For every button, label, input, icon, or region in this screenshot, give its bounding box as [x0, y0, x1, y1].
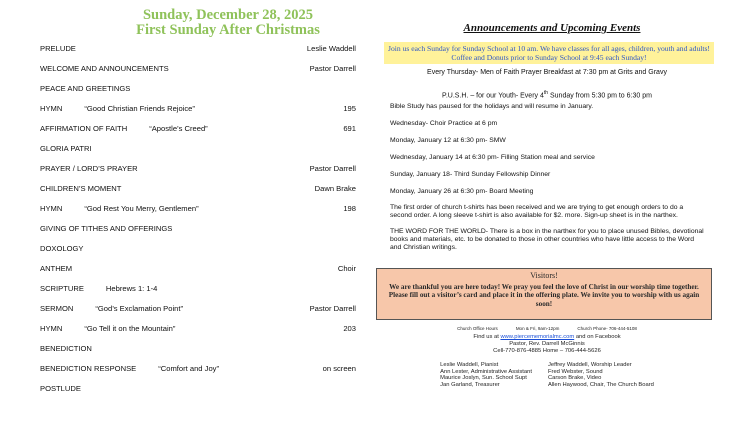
worship-element-name: SCRIPTURE	[40, 284, 84, 293]
worship-row	[40, 164, 356, 184]
worship-element-leader: on screen	[322, 364, 356, 373]
staff-member: Jeffrey Waddell, Worship Leader	[547, 362, 632, 368]
worship-element-leader: Choir	[337, 264, 356, 273]
worship-row	[40, 44, 356, 64]
find-us-suffix: and on Facebook	[574, 334, 621, 340]
worship-row	[40, 364, 356, 384]
visitors-heading: Visitors!	[530, 271, 558, 280]
worship-row	[40, 84, 356, 104]
worship-element-leader: Leslie Waddell	[306, 44, 356, 53]
worship-element-name: PRAYER / LORD’S PRAYER	[40, 164, 138, 173]
worship-row	[40, 64, 356, 84]
worship-row	[40, 324, 356, 344]
worship-element-leader: 198	[343, 204, 356, 213]
worship-row	[40, 144, 356, 164]
service-occasion: First Sunday After Christmas	[136, 22, 320, 38]
push-suffix: Sunday from 5:30 pm to 6:30 pm	[548, 92, 652, 100]
worship-element-name: GLORIA PATRI	[40, 144, 92, 153]
worship-element-name: DOXOLOGY	[40, 244, 84, 253]
worship-element-name: AFFIRMATION OF FAITH	[40, 124, 128, 133]
pastor-name: Pastor, Rev. Darrell McGinnis	[509, 341, 585, 347]
pastor-phone: Cell-770-876-4885 Home – 706-444-5626	[493, 348, 601, 354]
worship-element-name: PEACE AND GREETINGS	[40, 84, 131, 93]
worship-element-name: ANTHEM	[40, 264, 73, 273]
staff-member: Ann Lester, Administrative Assistant	[440, 368, 532, 375]
push-line	[376, 90, 718, 99]
worship-row	[40, 124, 356, 144]
church-footer	[376, 326, 718, 388]
staff-list	[376, 362, 718, 388]
worship-element-detail: “Apostle’s Creed”	[149, 124, 208, 133]
church-phone: Church Phone- 706-444-5108	[577, 326, 637, 331]
worship-element-detail: Hebrews 1: 1-4	[105, 284, 158, 293]
staff-member: Maurice Joslyn, Sun. School Supt	[440, 375, 527, 382]
announcement-list	[376, 103, 718, 252]
worship-element-detail: “Good Christian Friends Rejoice”	[84, 104, 195, 113]
announcement-item: Monday, January 26 at 6:30 pm- Board Meeting	[390, 188, 534, 196]
worship-element-name: POSTLUDE	[40, 384, 81, 393]
worship-element-name: HYMN	[40, 204, 63, 213]
order-of-worship-panel	[40, 8, 356, 404]
announcement-item: The first order of church t-shirts has been received and we are trying to get enough orders to do a second order. A long sleeve t-shirt is also available for $2. more. Sign-up sheet is in the narthex.	[390, 204, 684, 220]
worship-element-leader: 195	[343, 104, 356, 113]
sunday-school-banner: Join us each Sunday for Sunday School at 10 am. We have classes for all ages, children, youth and adults! Coffee and Donuts prior to Sunday School at 9:45 each Sunday!	[384, 42, 714, 64]
service-date: Sunday, December 28, 2025	[142, 7, 314, 23]
worship-element-name: BENEDICTION	[40, 344, 92, 353]
announcement-item: Sunday, January 18- Third Sunday Fellowship Dinner	[390, 171, 551, 179]
announcement-item: Wednesday- Choir Practice at 6 pm	[390, 120, 498, 128]
worship-element-name: HYMN	[40, 104, 63, 113]
worship-element-leader: 203	[343, 324, 356, 333]
worship-element-leader: Pastor Darrell	[309, 304, 356, 313]
order-list	[40, 44, 356, 404]
worship-element-name: SERMON	[40, 304, 74, 313]
staff-member: Carson Brake, Video	[547, 375, 602, 382]
worship-row	[40, 184, 356, 204]
worship-row	[40, 344, 356, 364]
worship-element-name: PRELUDE	[40, 44, 76, 53]
worship-row	[40, 224, 356, 244]
worship-element-leader: Pastor Darrell	[309, 64, 356, 73]
announcement-item: Wednesday, January 14 at 6:30 pm- Filling Station meal and service	[390, 154, 595, 162]
worship-element-name: HYMN	[40, 324, 63, 333]
worship-element-name: CHILDREN’S MOMENT	[40, 184, 122, 193]
announcements-title: Announcements and Upcoming Events	[463, 22, 641, 34]
worship-row	[40, 244, 356, 264]
worship-row	[40, 384, 356, 404]
worship-row	[40, 304, 356, 324]
office-hours-label: Church Office Hours	[457, 326, 498, 331]
breakfast-line: Every Thursday- Men of Faith Prayer Breakfast at 7:30 pm at Grits and Gravy	[427, 69, 667, 76]
worship-element-leader: Pastor Darrell	[309, 164, 356, 173]
worship-element-detail: “God Rest You Merry, Gentlemen”	[84, 204, 199, 213]
find-us-prefix: Find us at	[473, 334, 501, 340]
office-hours-line	[376, 326, 718, 331]
worship-element-detail: “Go Tell it on the Mountain”	[84, 324, 176, 333]
staff-member: Leslie Waddell, Pianist	[440, 362, 499, 368]
announcements-panel	[376, 22, 718, 252]
worship-row	[40, 204, 356, 224]
find-us-line	[376, 334, 718, 341]
staff-right-column	[548, 362, 654, 388]
worship-element-name: BENEDICTION RESPONSE	[40, 364, 137, 373]
worship-row	[40, 104, 356, 124]
worship-row	[40, 284, 356, 304]
push-sup: th	[543, 90, 549, 96]
staff-left-column	[440, 362, 532, 388]
visitors-box	[376, 268, 712, 320]
announcement-item: Bible Study has paused for the holidays and will resume in January.	[390, 103, 594, 111]
announcement-item: Monday, January 12 at 6:30 pm- SMW	[390, 137, 506, 145]
staff-member: Fred Webster, Sound	[547, 368, 603, 375]
worship-row	[40, 264, 356, 284]
staff-member: Jan Garland, Treasurer	[440, 381, 500, 388]
office-hours-times: Mon & Fri, 9am-12pm	[515, 326, 560, 331]
worship-element-detail: “God’s Exclamation Point”	[95, 304, 183, 313]
worship-element-leader: 691	[343, 124, 356, 133]
worship-element-name: GIVING OF TITHES AND OFFERINGS	[40, 224, 173, 233]
worship-element-name: WELCOME AND ANNOUNCEMENTS	[40, 64, 169, 73]
worship-element-detail: “Comfort and Joy”	[158, 364, 219, 373]
website-link[interactable]: www.piercememorialmc.com	[500, 334, 575, 340]
visitors-message: We are thankful you are here today! We pray you feel the love of Christ in our worship time together. Please fill out a visitor’s card and place it in the offering plate. We invite you to worship with us again soon!	[388, 283, 700, 308]
push-prefix: P.U.S.H. – for our Youth- Every 4	[442, 92, 544, 100]
worship-element-leader: Dawn Brake	[314, 184, 356, 193]
staff-member: Allen Haywood, Chair, The Church Board	[547, 381, 654, 388]
announcement-item: THE WORD FOR THE WORLD- There is a box in the narthex for you to place unused Bibles, devotional books and materials, etc. to be donated to those in other countries who have little access to the Word and Christian writings.	[390, 228, 704, 252]
